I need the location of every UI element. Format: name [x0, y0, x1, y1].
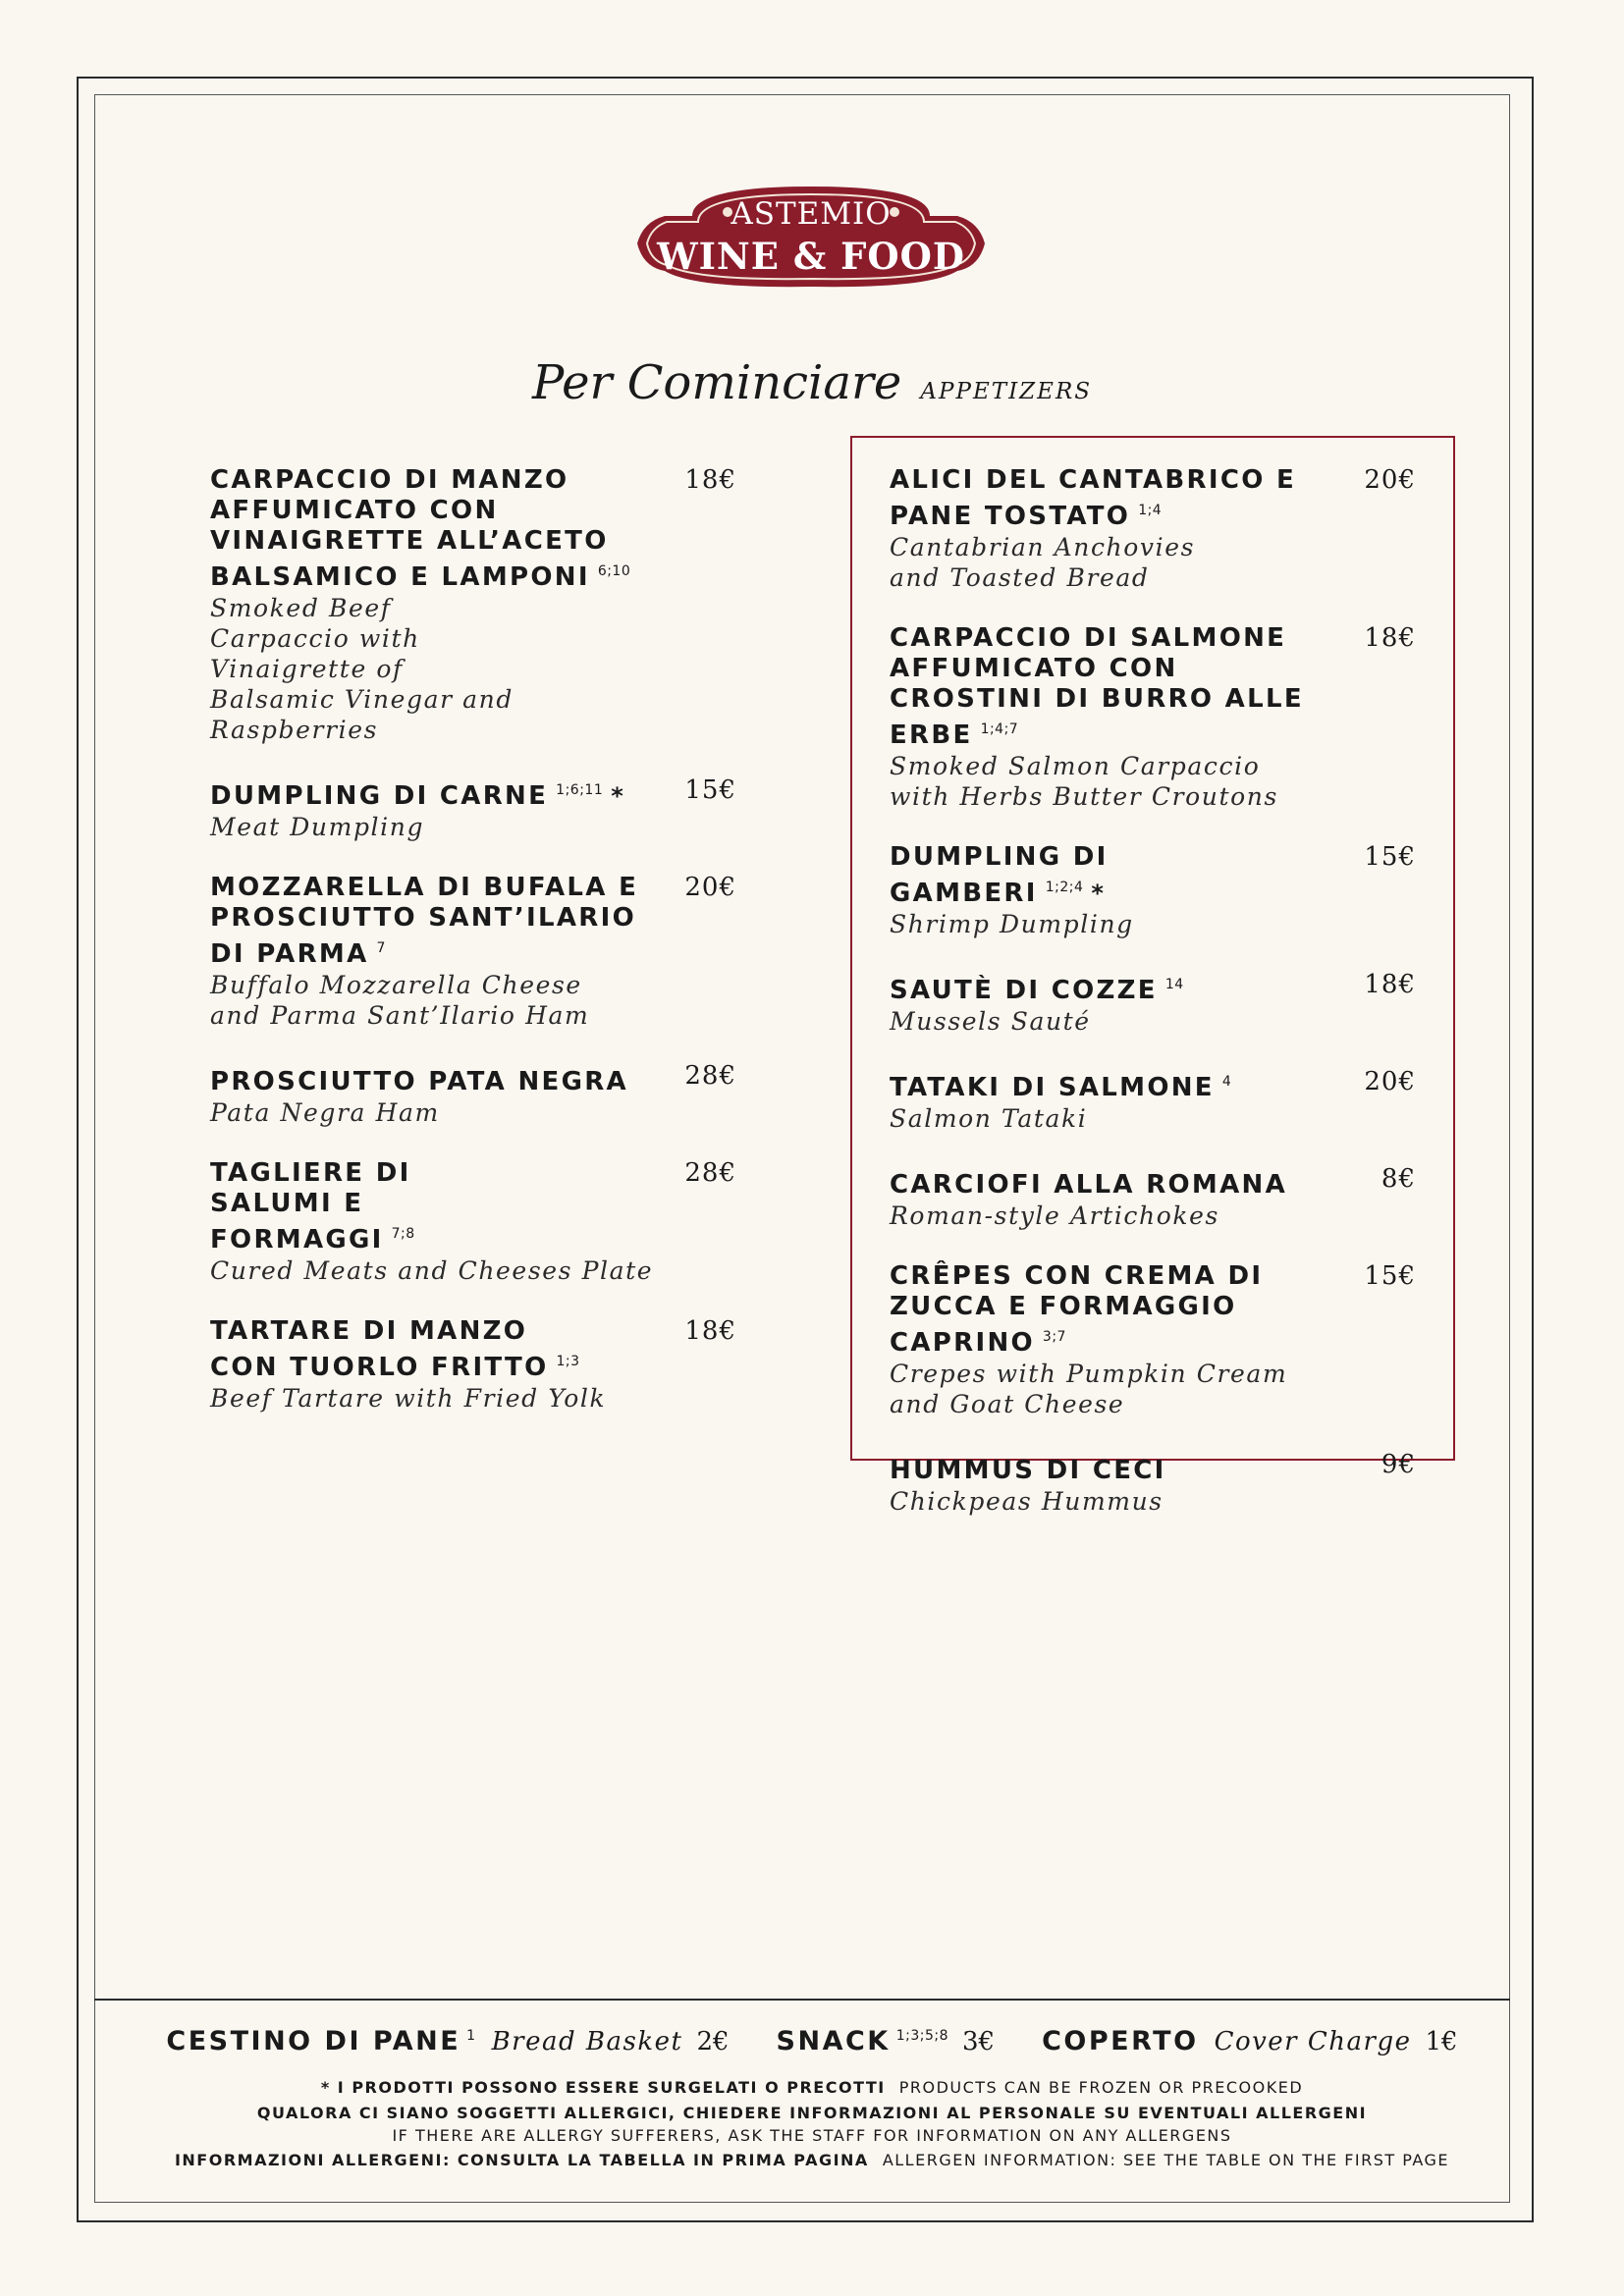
item-price: 28€ [684, 1158, 736, 1188]
item-name: TARTARE DI MANZO CON TUORLO FRITTO [210, 1316, 549, 1382]
item-name: DUMPLING DI CARNE [210, 781, 549, 811]
item-description: Crepes with Pumpkin Cream and Goat Cheese [890, 1360, 1288, 1418]
item-allergens: 7 [376, 940, 386, 956]
extra-allergens: 1 [466, 2028, 476, 2044]
item-name: HUMMUS DI CECI [890, 1456, 1166, 1485]
extra-description: Cover Charge [1214, 2027, 1412, 2056]
menu-item [890, 970, 1416, 1037]
extra-price: 1€ [1425, 2027, 1458, 2056]
menu-column-right [890, 465, 1416, 1547]
item-description: Shrimp Dumpling [890, 910, 1134, 938]
item-name: ALICI DEL CANTABRICO E PANE TOSTATO [890, 465, 1297, 531]
menu-item [210, 465, 736, 745]
logo-top-text: ASTEMIO [731, 196, 892, 232]
menu-item [210, 873, 736, 1031]
item-allergens: 1;4;7 [980, 721, 1019, 737]
section-title: Per Cominciare [531, 355, 902, 410]
menu-item [890, 1164, 1416, 1231]
allergy-note-it [0, 2104, 1624, 2122]
item-name: TATAKI DI SALMONE [890, 1073, 1215, 1102]
section-heading [0, 355, 1624, 410]
item-allergens: 4 [1221, 1074, 1232, 1090]
item-name: TAGLIERE DI SALUMI E FORMAGGI [210, 1158, 411, 1255]
item-allergens: 1;2;4 [1045, 880, 1084, 895]
item-description: Cured Meats and Cheeses Plate [210, 1256, 654, 1285]
item-price: 15€ [684, 775, 736, 805]
item-name: CARCIOFI ALLA ROMANA [890, 1170, 1287, 1200]
item-price: 18€ [684, 465, 736, 495]
item-name: CARPACCIO DI MANZO AFFUMICATO CON VINAIGRETTE ALL’ACETO BALSAMICO E LAMPONI [210, 465, 609, 592]
item-name: CARPACCIO DI SALMONE AFFUMICATO CON CROSTINI DI BURRO ALLE ERBE [890, 623, 1304, 750]
item-price: 15€ [1364, 842, 1416, 872]
item-name: SAUTÈ DI COZZE [890, 976, 1158, 1005]
menu-item [890, 465, 1416, 593]
item-allergens: 7;8 [391, 1226, 415, 1242]
item-name: PROSCIUTTO PATA NEGRA [210, 1067, 628, 1096]
menu-item [890, 842, 1416, 939]
allergen-info-note [0, 2151, 1624, 2169]
item-description: Buffalo Mozzarella Cheese and Parma Sant’Ilario Ham [210, 971, 590, 1030]
item-description: Chickpeas Hummus [890, 1487, 1164, 1516]
item-price: 18€ [1364, 623, 1416, 653]
menu-item [890, 1067, 1416, 1134]
menu-item [210, 775, 736, 842]
footer-divider [94, 1999, 1510, 2001]
menu-item [210, 1061, 736, 1128]
extra-allergens: 1;3;5;8 [895, 2028, 949, 2044]
menu-item [890, 623, 1416, 812]
item-description: Salmon Tataki [890, 1104, 1088, 1133]
item-price: 9€ [1380, 1450, 1416, 1479]
item-allergens: 1;3 [556, 1354, 580, 1369]
item-price: 20€ [1364, 1067, 1416, 1096]
item-frozen-mark: * [611, 782, 626, 810]
item-description: Mussels Sauté [890, 1007, 1091, 1036]
item-allergens: 6;10 [597, 563, 631, 579]
item-allergens: 14 [1164, 977, 1184, 992]
allergy-note-it-text: QUALORA CI SIANO SOGGETTI ALLERGICI, CHIEDERE INFORMAZIONI AL PERSONALE SU EVENTUALI ALLERGENI [256, 2104, 1368, 2122]
item-allergens: 1;4 [1138, 503, 1163, 518]
extra-name: COPERTO [1042, 2026, 1199, 2056]
item-description: Cantabrian Anchovies and Toasted Bread [890, 533, 1196, 592]
item-frozen-mark: * [1091, 880, 1107, 907]
item-price: 18€ [1364, 970, 1416, 999]
allergy-note-en [0, 2126, 1624, 2145]
menu-item [210, 1158, 736, 1286]
item-price: 18€ [684, 1316, 736, 1346]
item-description: Smoked Beef Carpaccio with Vinaigrette of Balsamic Vinegar and Raspberries [210, 594, 514, 744]
item-name: CRÊPES CON CREMA DI ZUCCA E FORMAGGIO CAPRINO [890, 1261, 1264, 1358]
logo-bottom-text: WINE & FOOD [657, 235, 965, 278]
menu-column-left [210, 465, 736, 1444]
menu-item [210, 1316, 736, 1414]
item-price: 20€ [1364, 465, 1416, 495]
item-description: Roman-style Artichokes [890, 1201, 1219, 1230]
item-price: 20€ [684, 873, 736, 902]
section-subtitle: APPETIZERS [920, 379, 1093, 404]
allergen-info-en: ALLERGEN INFORMATION: SEE THE TABLE ON THE FIRST PAGE [882, 2151, 1450, 2169]
item-price: 8€ [1380, 1164, 1416, 1194]
extra-description: Bread Basket [491, 2027, 683, 2056]
extra-price: 3€ [962, 2027, 996, 2056]
item-description: Smoked Salmon Carpaccio with Herbs Butter Croutons [890, 752, 1278, 811]
item-name: MOZZARELLA DI BUFALA E PROSCIUTTO SANT’ILARIO DI PARMA [210, 873, 639, 969]
item-description: Beef Tartare with Fried Yolk [210, 1384, 607, 1413]
menu-item [890, 1450, 1416, 1517]
allergen-info-it: INFORMAZIONI ALLERGENI: CONSULTA LA TABELLA IN PRIMA PAGINA [174, 2151, 869, 2169]
item-allergens: 1;6;11 [556, 782, 604, 798]
frozen-note-it: * I PRODOTTI POSSONO ESSERE SURGELATI O PRECOTTI [320, 2078, 886, 2097]
allergy-note-en-text: IF THERE ARE ALLERGY SUFFERERS, ASK THE STAFF FOR INFORMATION ON ANY ALLERGENS [392, 2126, 1232, 2145]
item-description: Pata Negra Ham [210, 1098, 440, 1127]
extra-price: 2€ [696, 2027, 730, 2056]
extra-name: CESTINO DI PANE [166, 2026, 461, 2056]
menu-item [890, 1261, 1416, 1419]
frozen-note [0, 2078, 1624, 2097]
brand-logo [633, 183, 989, 291]
item-price: 15€ [1364, 1261, 1416, 1291]
item-name: DUMPLING DI GAMBERI [890, 842, 1109, 908]
item-allergens: 3;7 [1042, 1329, 1066, 1345]
item-price: 28€ [684, 1061, 736, 1091]
footer-extras [0, 2026, 1624, 2056]
frozen-note-en: PRODUCTS CAN BE FROZEN OR PRECOOKED [898, 2078, 1304, 2097]
item-description: Meat Dumpling [210, 813, 425, 841]
extra-name: SNACK [776, 2026, 891, 2056]
